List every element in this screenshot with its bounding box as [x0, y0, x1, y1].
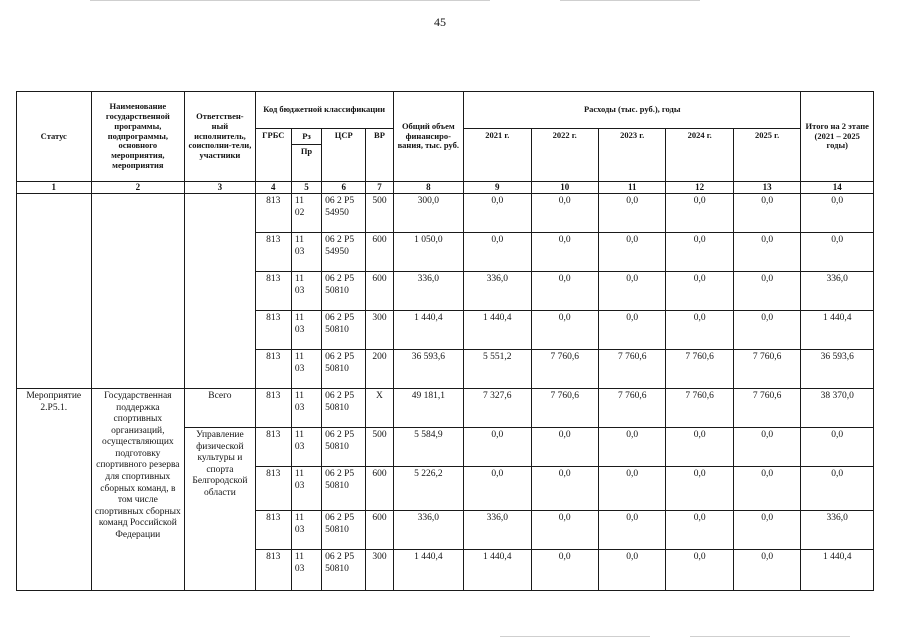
cell-vr: 600 — [366, 271, 393, 310]
header-year-2023: 2023 г. — [598, 129, 665, 182]
header-status: Статус — [17, 92, 92, 182]
measure-status: Мероприятие 2.Р5.1. — [17, 388, 92, 590]
top-edge-line-right — [560, 0, 700, 1]
cell-rz-pr — [291, 232, 321, 271]
col-num-10: 10 — [531, 182, 598, 194]
cell-csr-2: 50810 — [325, 324, 349, 335]
cell-2025: 0,0 — [733, 232, 801, 271]
cell-csr-1: 06 2 Р5 — [325, 195, 355, 206]
header-name: Наименование государственной программы, подпрограммы, основного мероприятия, мероприятия — [91, 92, 185, 182]
cell-2021: 0,0 — [464, 193, 531, 232]
cell-rz-pr — [291, 310, 321, 349]
cell-pr: 03 — [294, 524, 305, 535]
cell-vr: Х — [366, 388, 393, 427]
cell-rz-pr — [291, 427, 321, 466]
cell-2021: 0,0 — [464, 232, 531, 271]
cell-pr: 03 — [294, 563, 305, 574]
cell-csr — [322, 466, 366, 510]
col-num-7: 7 — [366, 182, 393, 194]
cell-stage: 0,0 — [801, 427, 874, 466]
cell-grbs: 813 — [255, 310, 291, 349]
table-row — [17, 388, 874, 427]
cell-rz: 11 — [294, 273, 305, 284]
cell-2025: 0,0 — [733, 549, 801, 590]
header-year-2025: 2025 г. — [733, 129, 801, 182]
col-num-11: 11 — [598, 182, 665, 194]
cell-2023: 7 760,6 — [598, 388, 665, 427]
cell-total: 1 440,4 — [393, 549, 463, 590]
cell-stage: 0,0 — [801, 466, 874, 510]
cell-2022: 0,0 — [531, 310, 598, 349]
cell-rz-pr — [291, 193, 321, 232]
header-year-2024: 2024 г. — [666, 129, 733, 182]
cell-csr-2: 50810 — [325, 441, 349, 452]
cell-stage: 38 370,0 — [801, 388, 874, 427]
cell-2024: 0,0 — [666, 427, 733, 466]
cell-total: 1 050,0 — [393, 232, 463, 271]
cell-rz-pr — [291, 510, 321, 549]
cell-2025: 0,0 — [733, 193, 801, 232]
cell-2022: 7 760,6 — [531, 349, 598, 388]
cell-rz: 11 — [294, 468, 305, 479]
cell-csr — [322, 388, 366, 427]
cell-csr-1: 06 2 Р5 — [325, 234, 355, 245]
cell-2023: 0,0 — [598, 427, 665, 466]
cell-pr: 03 — [294, 246, 305, 257]
cell-2021: 0,0 — [464, 427, 531, 466]
cell-2024: 0,0 — [666, 232, 733, 271]
cell-rz: 11 — [294, 312, 305, 323]
cell-2023: 0,0 — [598, 310, 665, 349]
cell-total: 5 584,9 — [393, 427, 463, 466]
header-year-2022: 2022 г. — [531, 129, 598, 182]
measure-total-label: Всего — [185, 388, 255, 427]
header-rz: Рз — [291, 129, 321, 145]
cell-2025: 0,0 — [733, 510, 801, 549]
header-pr: Пр — [291, 145, 321, 182]
cell-2022: 7 760,6 — [531, 388, 598, 427]
cell-pr: 03 — [294, 441, 305, 452]
top-edge-line-left — [90, 0, 490, 1]
cell-grbs: 813 — [255, 349, 291, 388]
col-num-6: 6 — [322, 182, 366, 194]
cell-2023: 0,0 — [598, 271, 665, 310]
cell-2022: 0,0 — [531, 466, 598, 510]
cell-stage: 1 440,4 — [801, 310, 874, 349]
cell-vr: 600 — [366, 232, 393, 271]
cell-csr-2: 50810 — [325, 563, 349, 574]
cell-grbs: 813 — [255, 388, 291, 427]
cell-rz: 11 — [294, 195, 305, 206]
header-total-volume: Общий объем финансиро-вания, тыс. руб. — [393, 92, 463, 182]
cell-csr-1: 06 2 Р5 — [325, 312, 355, 323]
cell-2024: 0,0 — [666, 310, 733, 349]
cell-2023: 0,0 — [598, 232, 665, 271]
cell-csr — [322, 427, 366, 466]
cell-2025: 0,0 — [733, 427, 801, 466]
col-num-5: 5 — [291, 182, 321, 194]
cell-rz: 11 — [294, 351, 305, 362]
col-num-14: 14 — [801, 182, 874, 194]
page-number: 45 — [434, 15, 446, 29]
cell-pr: 03 — [294, 285, 305, 296]
cell-rz-pr — [291, 549, 321, 590]
cell-pr: 03 — [294, 363, 305, 374]
col-num-9: 9 — [464, 182, 531, 194]
cell-total: 49 181,1 — [393, 388, 463, 427]
cell-csr-2: 50810 — [325, 480, 349, 491]
cell-2023: 7 760,6 — [598, 349, 665, 388]
cell-2021: 0,0 — [464, 466, 531, 510]
cell-2024: 7 760,6 — [666, 349, 733, 388]
cell-2023: 0,0 — [598, 510, 665, 549]
cell-stage: 0,0 — [801, 193, 874, 232]
cell-csr-2: 54950 — [325, 246, 349, 257]
cell-csr-1: 06 2 Р5 — [325, 390, 355, 401]
cell-stage: 36 593,6 — [801, 349, 874, 388]
cell-2025: 0,0 — [733, 271, 801, 310]
header-csr: ЦСР — [322, 129, 366, 182]
cell-2025: 7 760,6 — [733, 349, 801, 388]
header-total-stage: Итого на 2 этапе (2021 – 2025 годы) — [801, 92, 874, 182]
cell-total: 300,0 — [393, 193, 463, 232]
cell-stage: 336,0 — [801, 271, 874, 310]
cell-vr: 200 — [366, 349, 393, 388]
col-num-8: 8 — [393, 182, 463, 194]
cell-2021: 336,0 — [464, 271, 531, 310]
cell-2025: 0,0 — [733, 466, 801, 510]
cell-csr-1: 06 2 Р5 — [325, 468, 355, 479]
cell-vr: 300 — [366, 549, 393, 590]
cell-rz: 11 — [294, 429, 305, 440]
cell-stage: 1 440,4 — [801, 549, 874, 590]
cell-rz: 11 — [294, 512, 305, 523]
cell-2024: 0,0 — [666, 271, 733, 310]
cell-stage: 336,0 — [801, 510, 874, 549]
col-num-1: 1 — [17, 182, 92, 194]
cell-2021: 1 440,4 — [464, 549, 531, 590]
cell-grbs: 813 — [255, 466, 291, 510]
cell-2022: 0,0 — [531, 427, 598, 466]
column-numbers-row — [17, 182, 874, 194]
cell-vr: 600 — [366, 466, 393, 510]
cell-vr: 500 — [366, 427, 393, 466]
continued-status-cell — [17, 193, 92, 388]
cell-rz-pr — [291, 466, 321, 510]
cell-rz-pr — [291, 388, 321, 427]
col-num-3: 3 — [185, 182, 255, 194]
bottom-edge-line-right — [690, 636, 850, 637]
cell-pr: 03 — [294, 324, 305, 335]
cell-total: 36 593,6 — [393, 349, 463, 388]
cell-rz-pr — [291, 271, 321, 310]
cell-csr-1: 06 2 Р5 — [325, 551, 355, 562]
cell-2025: 7 760,6 — [733, 388, 801, 427]
cell-csr — [322, 193, 366, 232]
header-grbs: ГРБС — [255, 129, 291, 182]
cell-2021: 1 440,4 — [464, 310, 531, 349]
cell-pr: 02 — [294, 207, 305, 218]
cell-grbs: 813 — [255, 510, 291, 549]
cell-pr: 03 — [294, 480, 305, 491]
cell-csr — [322, 549, 366, 590]
cell-vr: 500 — [366, 193, 393, 232]
cell-vr: 600 — [366, 510, 393, 549]
financing-table — [16, 91, 874, 591]
table-row — [17, 193, 874, 232]
cell-rz-pr — [291, 349, 321, 388]
cell-2022: 0,0 — [531, 510, 598, 549]
cell-2021: 336,0 — [464, 510, 531, 549]
cell-2023: 0,0 — [598, 466, 665, 510]
cell-grbs: 813 — [255, 427, 291, 466]
measure-name: Государственная поддержка спортивных организаций, осуществляющих подготовку спортивного резерва для спортивных сборных команд, в том числе спортивных сборных команд Российской Федерации — [91, 388, 185, 590]
cell-2024: 7 760,6 — [666, 388, 733, 427]
cell-rz: 11 — [294, 390, 305, 401]
continued-name-cell — [91, 193, 185, 388]
cell-total: 1 440,4 — [393, 310, 463, 349]
cell-2024: 0,0 — [666, 193, 733, 232]
cell-csr-1: 06 2 Р5 — [325, 273, 355, 284]
cell-grbs: 813 — [255, 232, 291, 271]
cell-2021: 5 551,2 — [464, 349, 531, 388]
cell-2022: 0,0 — [531, 271, 598, 310]
col-num-12: 12 — [666, 182, 733, 194]
cell-stage: 0,0 — [801, 232, 874, 271]
cell-rz: 11 — [294, 234, 305, 245]
cell-csr-2: 54950 — [325, 207, 349, 218]
cell-csr — [322, 271, 366, 310]
cell-2024: 0,0 — [666, 466, 733, 510]
cell-2023: 0,0 — [598, 549, 665, 590]
cell-2025: 0,0 — [733, 310, 801, 349]
cell-csr-2: 50810 — [325, 363, 349, 374]
cell-total: 336,0 — [393, 271, 463, 310]
cell-2024: 0,0 — [666, 549, 733, 590]
col-num-4: 4 — [255, 182, 291, 194]
cell-total: 5 226,2 — [393, 466, 463, 510]
header-expenses: Расходы (тыс. руб.), годы — [464, 92, 801, 129]
cell-csr — [322, 349, 366, 388]
header-row-1 — [17, 92, 874, 129]
header-responsible: Ответствен-ный исполнитель, соисполни-тели, участники — [185, 92, 255, 182]
cell-csr — [322, 510, 366, 549]
header-year-2021: 2021 г. — [464, 129, 531, 182]
cell-csr-2: 50810 — [325, 402, 349, 413]
cell-grbs: 813 — [255, 193, 291, 232]
cell-2021: 7 327,6 — [464, 388, 531, 427]
cell-total: 336,0 — [393, 510, 463, 549]
continued-responsible-cell — [185, 193, 255, 388]
cell-2024: 0,0 — [666, 510, 733, 549]
header-budget-code: Код бюджетной классификации — [255, 92, 393, 129]
cell-2023: 0,0 — [598, 193, 665, 232]
col-num-2: 2 — [91, 182, 185, 194]
cell-csr — [322, 310, 366, 349]
cell-csr-2: 50810 — [325, 524, 349, 535]
cell-grbs: 813 — [255, 549, 291, 590]
cell-grbs: 813 — [255, 271, 291, 310]
cell-csr-2: 50810 — [325, 285, 349, 296]
cell-csr-1: 06 2 Р5 — [325, 512, 355, 523]
cell-csr-1: 06 2 Р5 — [325, 429, 355, 440]
cell-2022: 0,0 — [531, 232, 598, 271]
bottom-edge-line-left — [500, 636, 650, 637]
cell-2022: 0,0 — [531, 549, 598, 590]
cell-2022: 0,0 — [531, 193, 598, 232]
cell-vr: 300 — [366, 310, 393, 349]
cell-rz: 11 — [294, 551, 305, 562]
measure-executor: Управление физической культуры и спорта Белгородской области — [185, 427, 255, 590]
col-num-13: 13 — [733, 182, 801, 194]
header-vr: ВР — [366, 129, 393, 182]
cell-pr: 03 — [294, 402, 305, 413]
cell-csr — [322, 232, 366, 271]
cell-csr-1: 06 2 Р5 — [325, 351, 355, 362]
